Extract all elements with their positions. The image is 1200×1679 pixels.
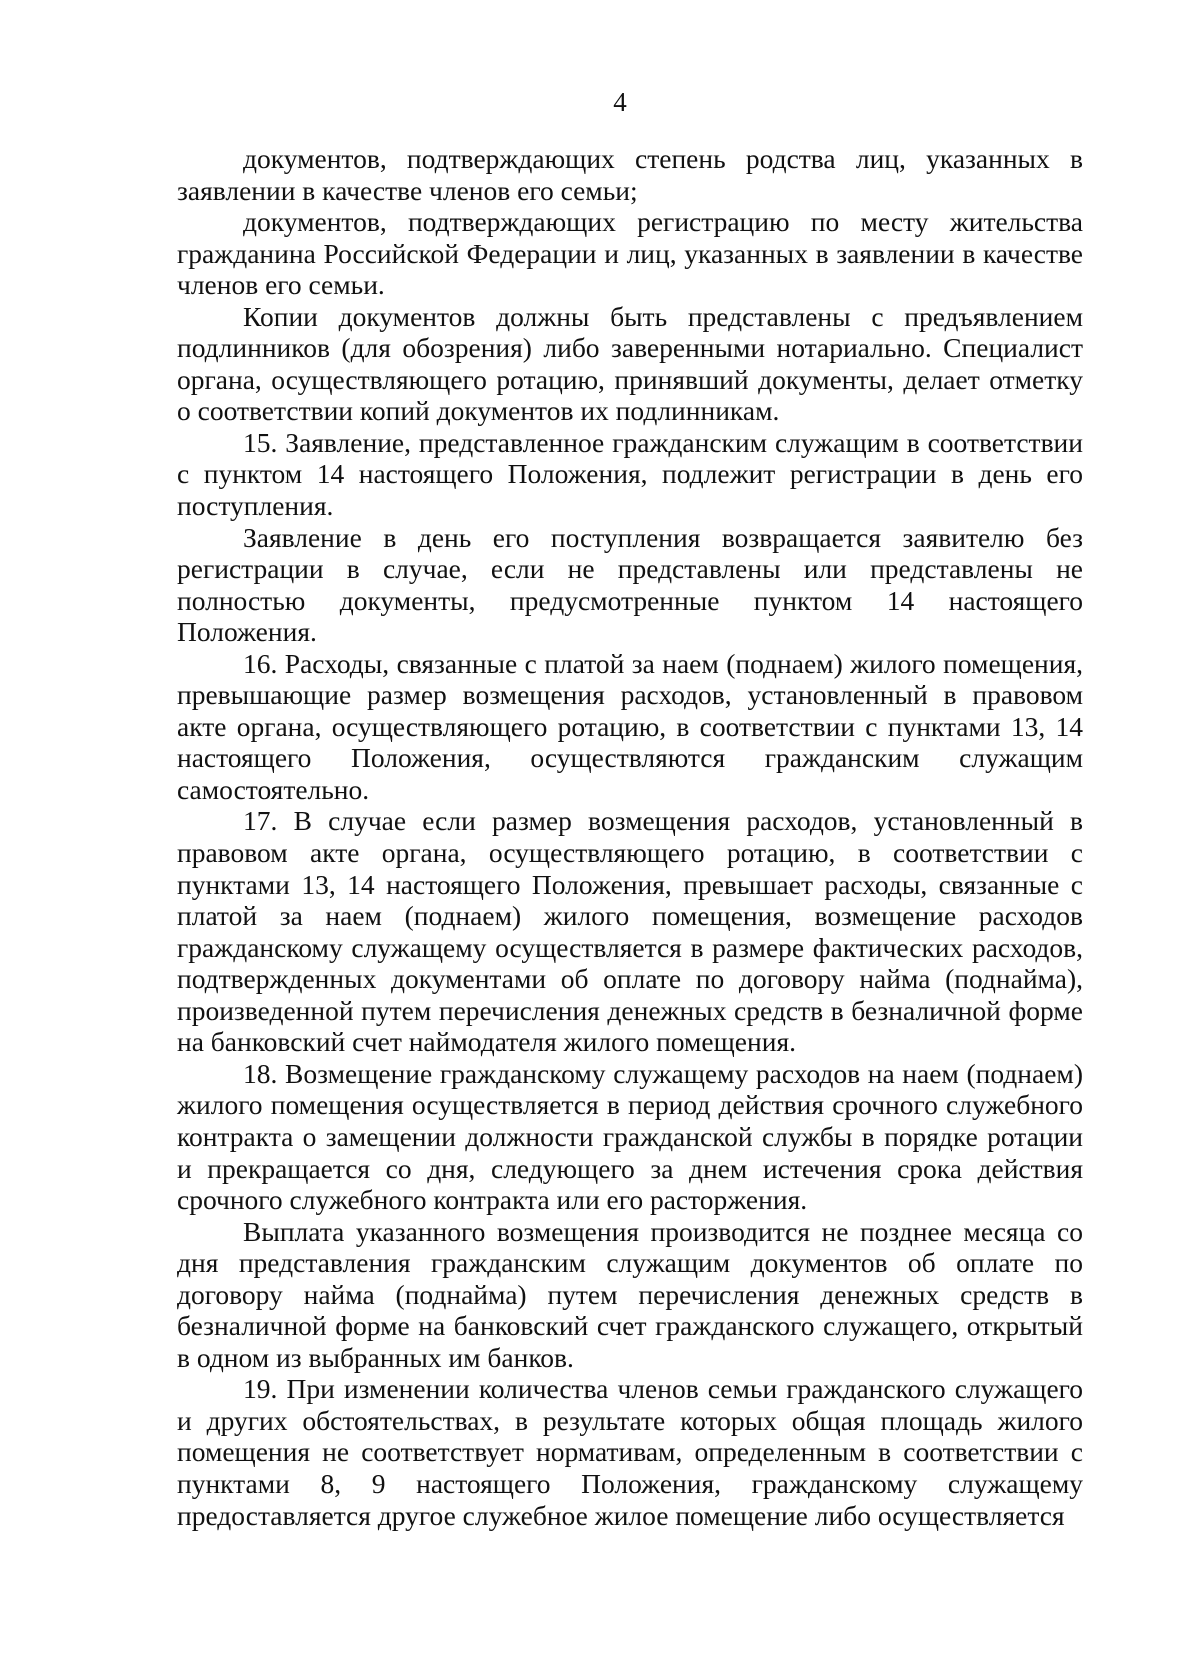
paragraph-document-copies: Копии документов должны быть представлены с предъявлением подлинников (для обозрения) либо заверенными нотариально. Специалист органа, осуществляющего ротацию, принявший документы, делает отметку о соответствии копий документов их подлинникам.	[177, 300, 1083, 427]
paragraph-registration-documents: документов, подтверждающих регистрацию по месту жительства гражданина Российской Федерации и лиц, указанных в заявлении в качестве членов его семьи.	[177, 206, 1083, 301]
paragraph-application-returned: Заявление в день его поступления возвращается заявителю без регистрации в случае, если не представлены или представлены не полностью документы, предусмотренные пунктом 14 настоящего Положения.	[177, 521, 1083, 648]
paragraph-clause-15: 15. Заявление, представленное гражданским служащим в соответствии с пунктом 14 настоящего Положения, подлежит регистрации в день его поступления.	[177, 426, 1083, 522]
paragraph-clause-19: 19. При изменении количества членов семьи гражданского служащего и других обстоятельствах, в результате которых общая площадь жилого помещения не соответствует нормативам, определенным в соответствии с пунктами 8, 9 настоящего Положения, гражданскому служащему предоставляется другое служебное жилое помещение либо осуществляется	[177, 1373, 1083, 1531]
paragraph-clause-17: 17. В случае если размер возмещения расходов, установленный в правовом акте органа, осуществляющего ротацию, в соответствии с пунктами 13, 14 настоящего Положения, превышает расходы, связанные с платой за наем (поднаем) жилого помещения, возмещение расходов гражданскому служащему осуществляется в размере фактических расходов, подтвержденных документами об оплате по договору найма (поднайма), произведенной путем перечисления денежных средств в безналичной форме на банковский счет наймодателя жилого помещения.	[177, 805, 1083, 1058]
document-body	[177, 143, 1083, 1531]
paragraph-relationship-documents: документов, подтверждающих степень родства лиц, указанных в заявлении в качестве членов его семьи;	[177, 143, 1083, 206]
page-number: 4	[613, 87, 627, 117]
paragraph-clause-16: 16. Расходы, связанные с платой за наем (поднаем) жилого помещения, превышающие размер возмещения расходов, установленный в правовом акте органа, осуществляющего ротацию, в соответствии с пунктами 13, 14 настоящего Положения, осуществляются гражданским служащим самостоятельно.	[177, 647, 1083, 805]
paragraph-clause-18: 18. Возмещение гражданскому служащему расходов на наем (поднаем) жилого помещения осуществляется в период действия срочного служебного контракта о замещении должности гражданской службы в порядке ротации и прекращается со дня, следующего за днем истечения срока действия срочного служебного контракта или его расторжения.	[177, 1057, 1083, 1216]
paragraph-reimbursement-payment: Выплата указанного возмещения производится не позднее месяца со дня представления гражданским служащим документов об оплате по договору найма (поднайма) путем перечисления денежных средств в безналичной форме на банковский счет гражданского служащего, открытый в одном из выбранных им банков.	[177, 1215, 1083, 1373]
